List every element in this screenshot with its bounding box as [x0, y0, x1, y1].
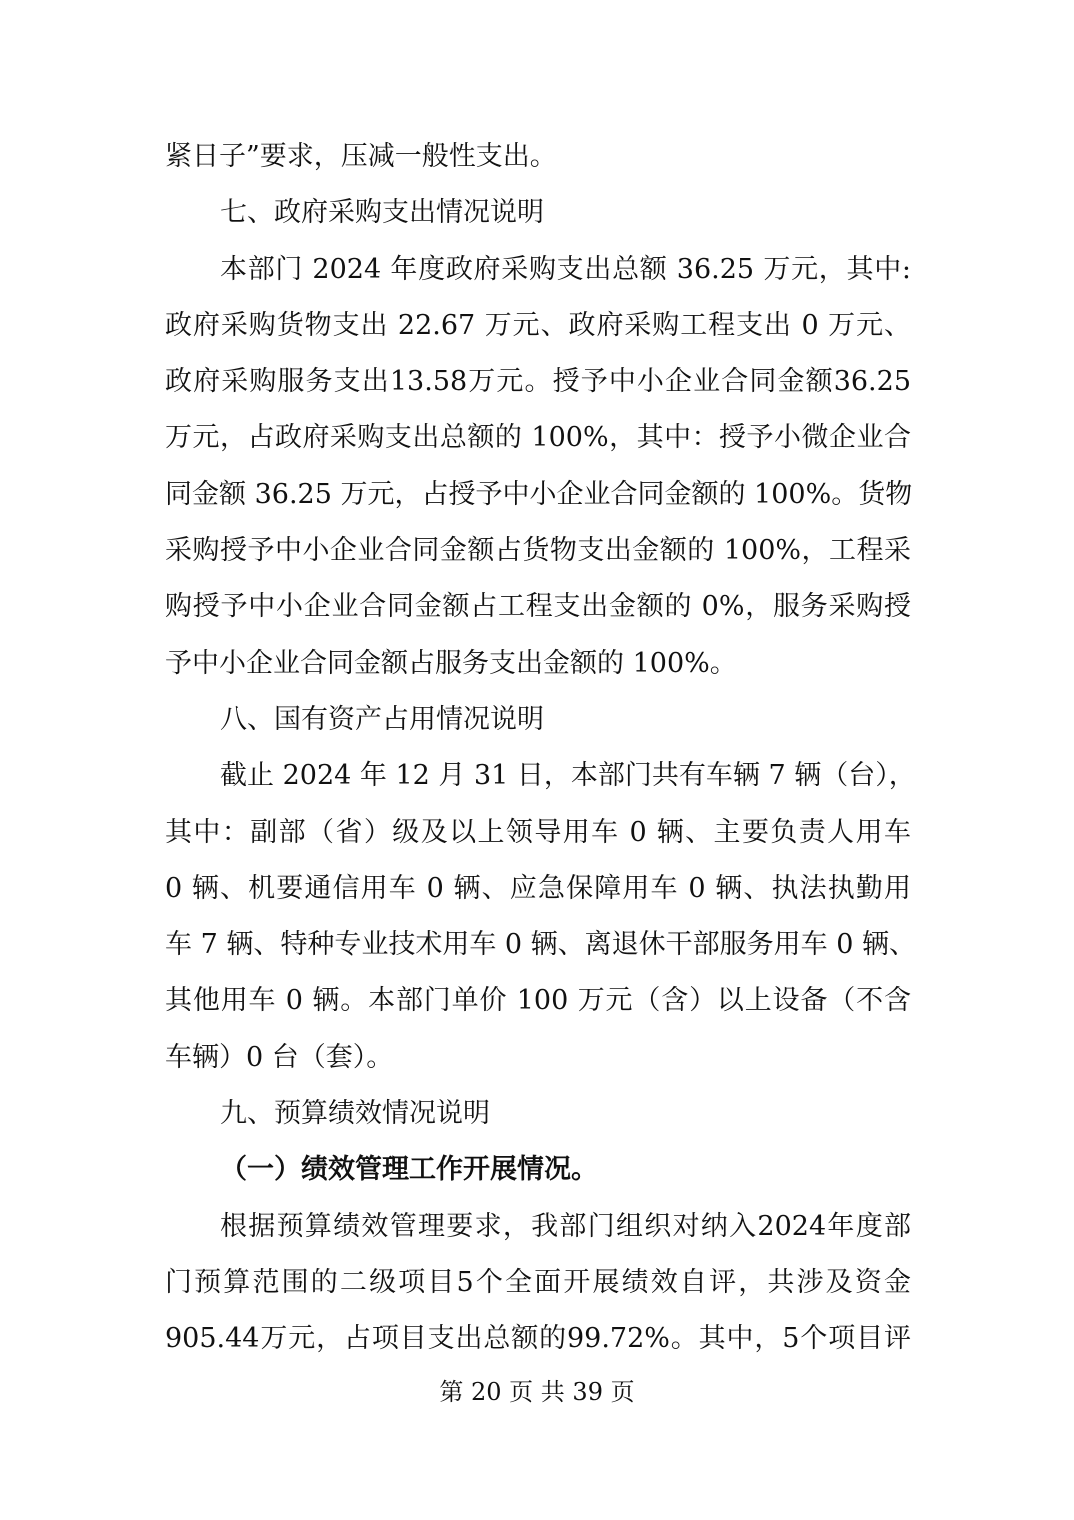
- section-heading: （一）绩效管理工作开展情况。: [220, 1154, 598, 1186]
- paragraph-line: 根据预算绩效管理要求，我部门组织对纳入2024年度部: [220, 1210, 911, 1242]
- paragraph-line: 其他用车 0 辆。本部门单价 100 万元（含）以上设备（不含: [165, 985, 911, 1017]
- paragraph-line: 车 7 辆、特种专业技术用车 0 辆、离退休干部服务用车 0 辆、: [165, 929, 917, 961]
- section-heading: 七、政府采购支出情况说明: [220, 197, 544, 229]
- paragraph-line: 门预算范围的二级项目5个全面开展绩效自评，共涉及资金: [165, 1266, 911, 1298]
- paragraph-line: 其中：副部（省）级及以上领导用车 0 辆、主要负责人用车: [165, 816, 911, 848]
- section-heading: 八、国有资产占用情况说明: [220, 703, 544, 735]
- paragraph-line: 政府采购服务支出13.58万元。授予中小企业合同金额36.25: [165, 366, 911, 398]
- section-heading: 九、预算绩效情况说明: [220, 1098, 490, 1130]
- paragraph-line: 政府采购货物支出 22.67 万元、政府采购工程支出 0 万元、: [165, 309, 911, 341]
- paragraph-line: 万元，占政府采购支出总额的 100%，其中：授予小微企业合: [165, 422, 911, 454]
- paragraph-line: 紧日子”要求，压减一般性支出。: [165, 141, 557, 172]
- paragraph-line: 截止 2024 年 12 月 31 日，本部门共有车辆 7 辆（台），: [220, 760, 916, 792]
- paragraph-line: 0 辆、机要通信用车 0 辆、应急保障用车 0 辆、执法执勤用: [165, 872, 911, 904]
- paragraph-line: 购授予中小企业合同金额占工程支出金额的 0%，服务采购授: [165, 591, 911, 623]
- page-number: 第 20 页 共 39 页: [439, 1378, 635, 1406]
- paragraph-line: 905.44万元，占项目支出总额的99.72%。其中，5个项目评: [165, 1323, 911, 1355]
- paragraph-line: 车辆）0 台（套）。: [165, 1041, 394, 1073]
- document-body: [165, 129, 917, 1368]
- paragraph-line: 同金额 36.25 万元，占授予中小企业合同金额的 100%。货物: [165, 478, 913, 510]
- paragraph-line: 予中小企业合同金额占服务支出金额的 100%。: [165, 647, 737, 679]
- paragraph-line: 本部门 2024 年度政府采购支出总额 36.25 万元，其中:: [220, 253, 911, 285]
- paragraph-line: 采购授予中小企业合同金额占货物支出金额的 100%，工程采: [165, 535, 911, 567]
